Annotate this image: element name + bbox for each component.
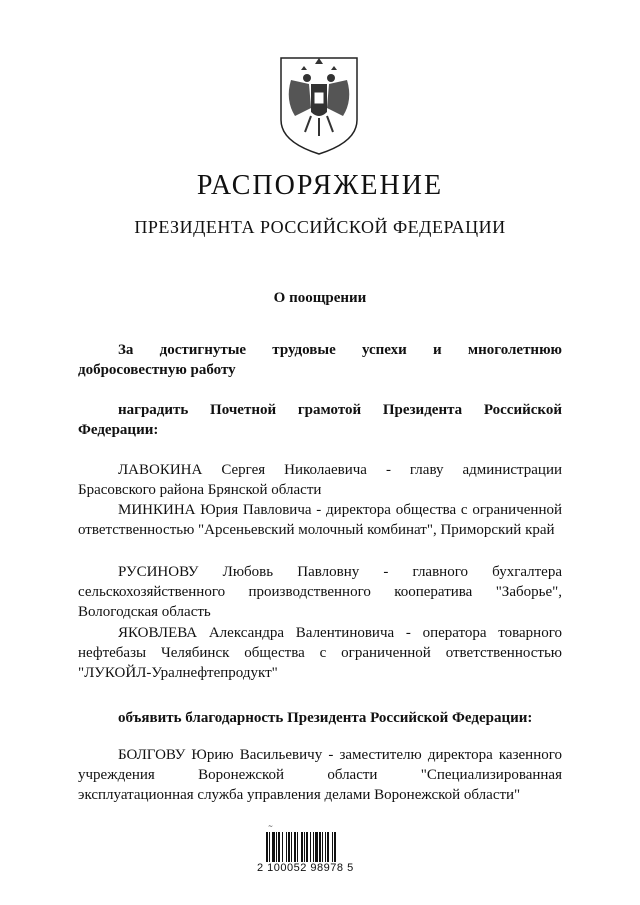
barcode-number: 2 100052 98978 5 <box>257 862 354 874</box>
document-subtitle: ПРЕЗИДЕНТА РОССИЙСКОЙ ФЕДЕРАЦИИ <box>134 217 506 237</box>
awardee-item: ЯКОВЛЕВА Александра Валентиновича - оператора товарного нефтебазы Челябинск общества с ограниченной ответственностью "ЛУКОЙЛ-Уралнефтепродукт" <box>78 625 562 681</box>
awardee-item: МИНКИНА Юрия Павловича - директора общества с ограниченной ответственностью "Арсеньевский молочный комбинат", Приморский край <box>78 502 562 538</box>
coat-of-arms-emblem <box>271 50 367 156</box>
awardee-item: РУСИНОВУ Любовь Павловну - главного бухгалтера сельскохозяйственного производственного кооператива "Заборье", Вологодская область <box>78 564 562 620</box>
document-subject: О поощрении <box>273 290 367 306</box>
gratitude-heading: объявить благодарность Президента Российской Федерации: <box>118 710 533 726</box>
document-title: РАСПОРЯЖЕНИЕ <box>196 170 444 201</box>
gratitude-recipient: БОЛГОВУ Юрию Васильевичу - заместителю директора казенного учреждения Воронежской области "Специализированная эксплуатационная служба управления делами Воронежской области" <box>78 747 562 803</box>
awardee-item: ЛАВОКИНА Сергея Николаевича - главу администрации Брасовского района Брянской области <box>78 462 562 498</box>
preamble: За достигнутые трудовые успехи и многолетнюю добросовестную работу <box>78 342 562 378</box>
award-heading: наградить Почетной грамотой Президента Российской Федерации: <box>78 402 562 438</box>
svg-text:~: ~ <box>268 823 274 830</box>
